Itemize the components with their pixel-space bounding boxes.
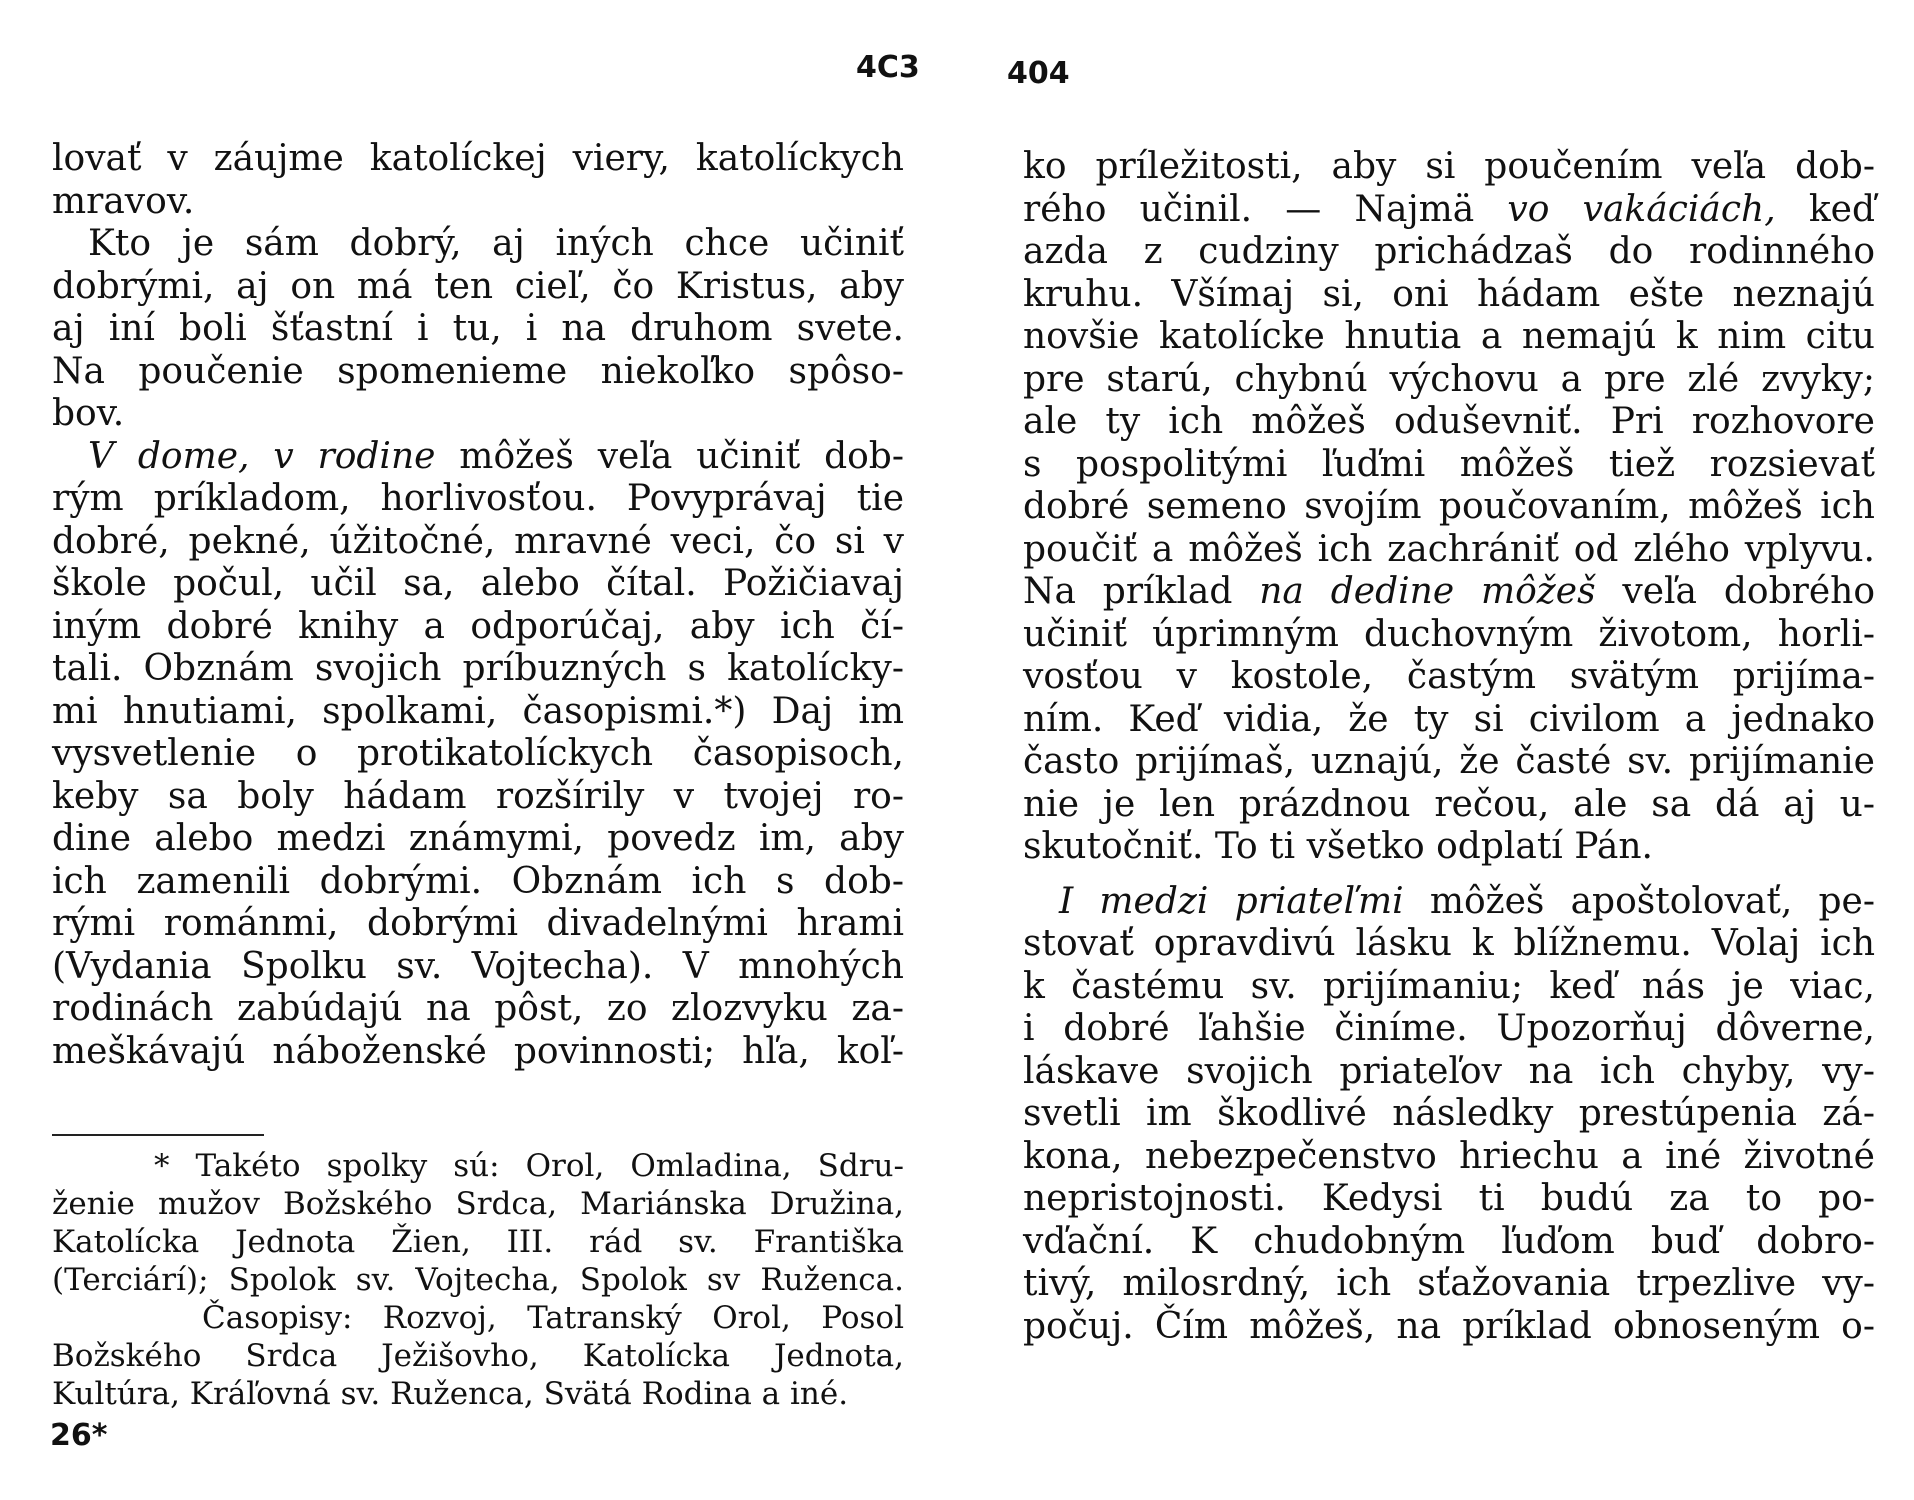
text-line: meškávajú náboženské povinnosti; hľa, koľ- xyxy=(52,1030,904,1072)
text-line: tali. Obznám svojich príbuzných s katolícky- xyxy=(52,648,904,689)
text-line: i dobré ľahšie činíme. Upozorňuj dôverne, xyxy=(1023,1008,1875,1049)
text-line: k častému sv. prijímaniu; keď nás je viac, xyxy=(1023,965,1875,1007)
text-line: novšie katolícke hnutia a nemajú k nim citu xyxy=(1023,316,1875,357)
text-line: dine alebo medzi známymi, povedz im, aby xyxy=(52,818,904,859)
text-line: ich zamenili dobrými. Obznám ich s dob- xyxy=(52,860,904,902)
text-line: azda z cudziny prichádzaš do rodinného xyxy=(1023,231,1875,272)
text-line: stovať opravdivú lásku k blížnemu. Volaj ich xyxy=(1023,923,1875,964)
text-line: tivý, milosrdný, ich sťažovania trpezlive vy- xyxy=(1023,1263,1875,1304)
text-run: Na príklad xyxy=(1023,571,1260,612)
emphasis-text: vo vakáciách, xyxy=(1507,188,1776,230)
text-line: dobrými, aj on má ten cieľ, čo Kristus, aby xyxy=(52,265,904,307)
footnote-line: Katolícka Jednota Žien, III. rád sv. Františka xyxy=(52,1224,904,1260)
emphasis-text: V dome, v rodine xyxy=(88,435,436,477)
text-line: ko príležitosti, aby si poučením veľa dob- xyxy=(1023,146,1875,187)
text-line-with-emphasis xyxy=(1023,881,1875,924)
text-line: rými románmi, dobrými divadelnými hrami xyxy=(52,903,904,944)
left-body-text xyxy=(52,138,904,1073)
text-run: môžeš veľa učiniť dob- xyxy=(435,435,905,477)
text-run: veľa dobrého xyxy=(1595,571,1875,612)
signature-mark: 26* xyxy=(50,1418,108,1453)
footnote-divider xyxy=(52,1134,264,1136)
text-line: ním. Keď vidia, že ty si civilom a jednako xyxy=(1023,698,1875,740)
text-line: s pospolitými ľuďmi môžeš tiež rozsievať xyxy=(1023,443,1875,485)
text-line-with-emphasis xyxy=(52,436,904,479)
text-line: rým príkladom, horlivosťou. Povyprávaj tie xyxy=(52,478,904,519)
right-page-number: 404 xyxy=(1007,56,1070,91)
text-line: škole počul, učil sa, alebo čítal. Požičiavaj xyxy=(52,563,904,604)
text-line: Na poučenie spomenieme niekoľko spôso- xyxy=(52,350,904,392)
paragraph-gap xyxy=(1023,869,1875,881)
text-line: mi hnutiami, spolkami, časopismi.*) Daj im xyxy=(52,690,904,732)
footnote-line: Božského Srdca Ježišovho, Katolícka Jednota, xyxy=(52,1338,904,1374)
text-line: často prijímaš, uznajú, že časté sv. prijímanie xyxy=(1023,741,1875,782)
text-line-with-emphasis xyxy=(1023,189,1875,232)
footnote-line: (Terciárí); Spolok sv. Vojtecha, Spolok sv Ruženca. xyxy=(52,1262,904,1298)
emphasis-text: I medzi priateľmi xyxy=(1059,880,1404,922)
text-line: počuj. Čím môžeš, na príklad obnoseným o- xyxy=(1023,1305,1875,1347)
text-run: môžeš apoštolovať, pe- xyxy=(1403,880,1875,922)
text-line: (Vydania Spolku sv. Vojtecha). V mnohých xyxy=(52,945,904,987)
text-line: láskave svojich priateľov na ich chyby, vy- xyxy=(1023,1050,1875,1092)
text-line-with-emphasis xyxy=(1023,571,1875,614)
text-line: nie je len prázdnou rečou, ale sa dá aj u- xyxy=(1023,783,1875,825)
right-body-text xyxy=(1023,146,1875,1348)
text-line: svetli im škodlivé následky prestúpenia zá- xyxy=(1023,1093,1875,1134)
text-line: rodinách zabúdajú na pôst, zo zlozvyku za- xyxy=(52,988,904,1029)
footnote-line: Kultúra, Kráľovná sv. Ruženca, Svätá Rodina a iné. xyxy=(52,1376,849,1412)
text-line: iným dobré knihy a odporúčaj, aby ich čí- xyxy=(52,605,904,647)
footnote-line: * Takéto spolky sú: Orol, Omladina, Sdru- xyxy=(154,1148,904,1184)
text-line: nepristojnosti. Kedysi ti budú za to po- xyxy=(1023,1178,1875,1219)
text-line: mravov. xyxy=(52,180,195,222)
left-page-number: 4C3 xyxy=(856,50,920,85)
text-line: poučiť a môžeš ich zachrániť od zlého vplyvu. xyxy=(1023,528,1875,570)
text-line: aj iní boli šťastní i tu, i na druhom svete. xyxy=(52,308,904,349)
footnote-line: ženie mužov Božského Srdca, Mariánska Družina, xyxy=(52,1186,904,1222)
text-line: bov. xyxy=(52,393,125,434)
text-line: kruhu. Všímaj si, oni hádam ešte neznajú xyxy=(1023,273,1875,315)
text-line: keby sa boly hádam rozšírily v tvojej ro- xyxy=(52,775,904,817)
text-line: vysvetlenie o protikatolíckych časopisoch, xyxy=(52,733,904,774)
text-line: pre starú, chybnú výchovu a pre zlé zvyky; xyxy=(1023,358,1875,400)
footnote xyxy=(52,1147,904,1413)
text-line: vďační. K chudobným ľuďom buď dobro- xyxy=(1023,1220,1875,1262)
text-run: rého učinil. — Najmä xyxy=(1023,188,1508,230)
right-page xyxy=(957,0,1914,1500)
text-line: dobré semeno svojím poučovaním, môžeš ich xyxy=(1023,486,1875,527)
text-line: kona, nebezpečenstvo hriechu a iné životné xyxy=(1023,1135,1875,1177)
text-line: skutočniť. To ti všetko odplatí Pán. xyxy=(1023,826,1653,867)
text-line: ale ty ich môžeš oduševniť. Pri rozhovore xyxy=(1023,401,1875,442)
text-run: keď xyxy=(1775,188,1876,230)
text-line: lovať v záujme katolíckej viery, katolíckych xyxy=(52,138,904,179)
text-line: učiniť úprimným duchovným životom, horli- xyxy=(1023,613,1875,655)
text-line: Kto je sám dobrý, aj iných chce učiniť xyxy=(88,223,904,264)
text-line: dobré, pekné, úžitočné, mravné veci, čo si v xyxy=(52,520,904,562)
footnote-line: Časopisy: Rozvoj, Tatranský Orol, Posol xyxy=(202,1300,904,1336)
text-line: vosťou v kostole, častým svätým prijíma- xyxy=(1023,656,1875,697)
emphasis-text: na dedine môžeš xyxy=(1259,571,1596,612)
